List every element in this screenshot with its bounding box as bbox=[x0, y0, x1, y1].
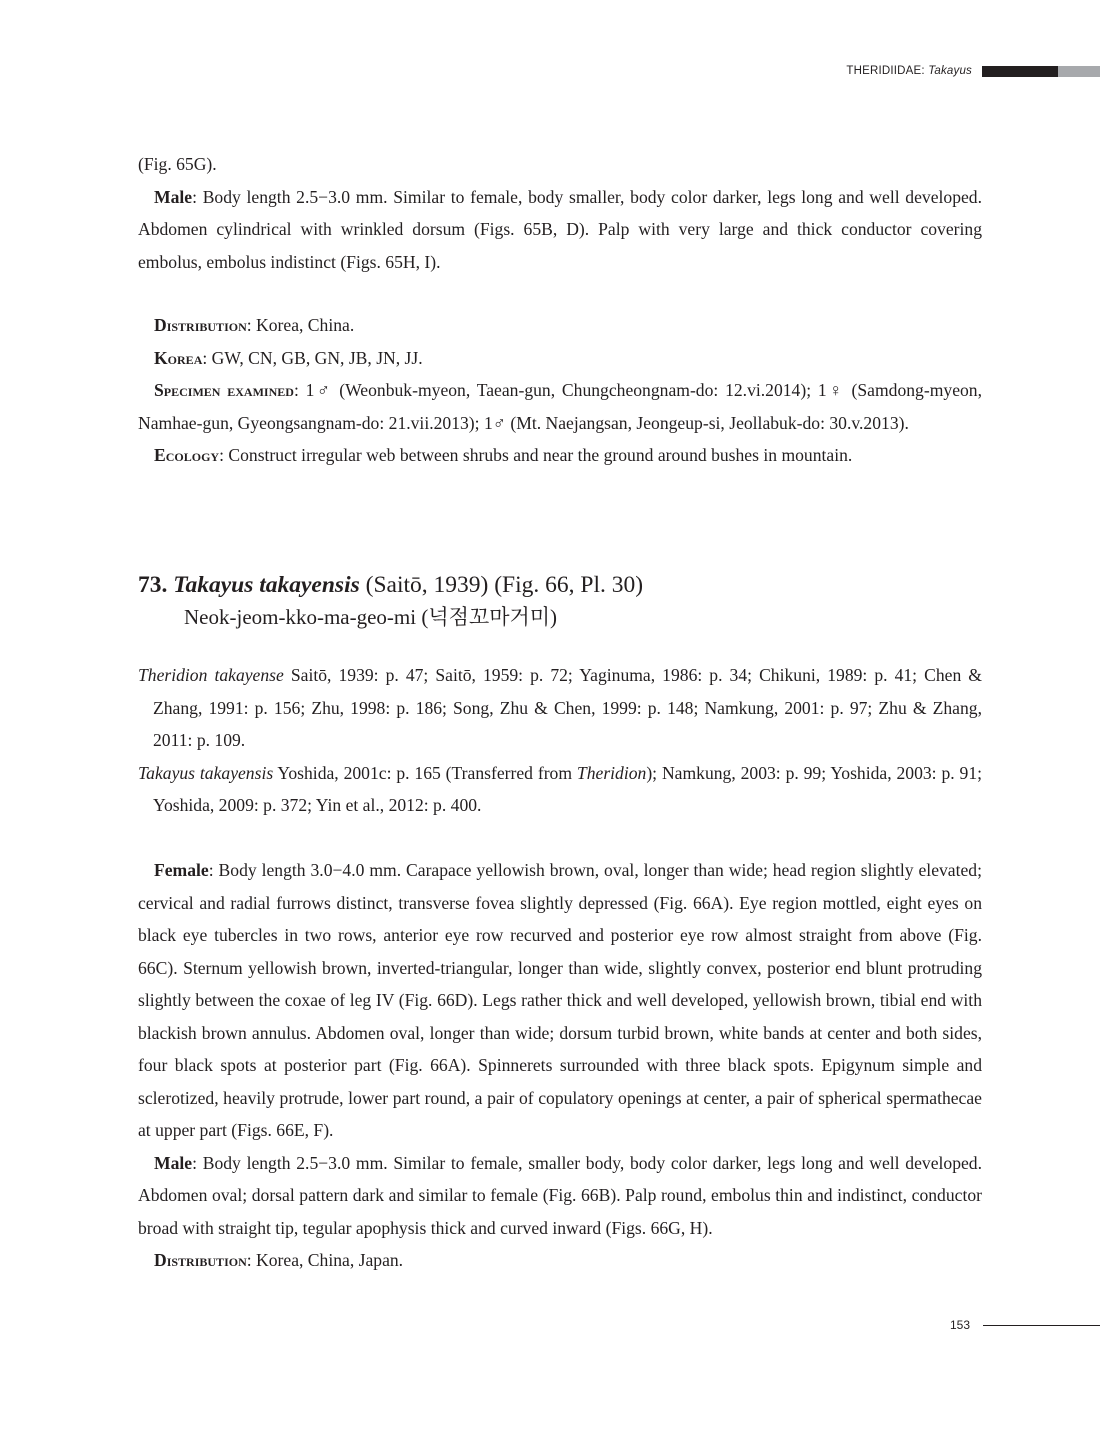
korea-label: Korea bbox=[154, 347, 203, 368]
ecology-paragraph bbox=[138, 439, 982, 472]
species-title bbox=[138, 568, 982, 602]
male-label: Male bbox=[154, 186, 193, 207]
running-head-bar-light bbox=[1058, 66, 1100, 77]
species-common-name: Neok-jeom-kko-ma-geo-mi (넉점꼬마거미) bbox=[184, 605, 558, 629]
female-label: Female bbox=[154, 860, 209, 880]
korea-paragraph bbox=[138, 342, 982, 375]
male-paragraph bbox=[138, 181, 982, 279]
running-head-genus: Takayus bbox=[928, 65, 972, 77]
running-head bbox=[846, 64, 1100, 78]
synonym-name: Theridion takayense bbox=[138, 665, 284, 685]
synonym-genus-ref: Theridion bbox=[576, 762, 647, 783]
synonym-refs: Saitō, 1939: p. 47; Saitō, 1959: p. 72; Yaginuma, 1986: p. 34; Chikuni, 1989: p. 41; Chen & Zhang, 1991: p. 156; Zhu, 1998: p. 186; Song, Zhu & Chen, 1999: p. 148; Namkung, 2001: p. 97; Zhu & Zhang, 2011: p. 109. bbox=[153, 665, 982, 750]
species-description bbox=[138, 854, 982, 1277]
distribution-paragraph bbox=[138, 1244, 982, 1277]
synonymy-entry bbox=[138, 659, 982, 757]
synonym-name: Takayus takayensis bbox=[138, 762, 274, 783]
male-paragraph bbox=[138, 1147, 982, 1245]
synonymy-entry bbox=[138, 757, 982, 822]
page-footer bbox=[950, 1318, 1100, 1332]
synonym-refs-b: ); Namkung, 2003: p. 99; Yoshida, 2003: p. 91; Yoshida, 2009: p. 372; Yin et al., 2012: p. 400. bbox=[153, 762, 982, 815]
species-authority: (Saitō, 1939) (Fig. 66, Pl. 30) bbox=[359, 572, 644, 598]
species-heading bbox=[138, 568, 982, 632]
ecology-label: Ecology bbox=[154, 445, 220, 465]
male-text: : Body length 2.5−3.0 mm. Similar to female, smaller body, body color darker, legs long and well developed. Abdomen oval; dorsal pattern dark and similar to female (Fig. 66B). Palp round, embolus thin and indistinct, conductor broad with straight tip, tegular apophysis thick and curved inward (Figs. 66G, H). bbox=[138, 1152, 982, 1238]
distribution-paragraph bbox=[138, 309, 982, 342]
specimen-text: : 1♂ (Weonbuk-myeon, Taean-gun, Chungcheongnam-do: 12.vi.2014); 1♀ (Samdong-myeon, Namhae-gun, Gyeongsangnam-do: 21.vii.2013); 1♂ (Mt. Naejangsan, Jeongeup-si, Jeollabuk-do: 30.v.2013). bbox=[138, 380, 982, 433]
korea-text: : GW, CN, GB, GN, JB, JN, JJ. bbox=[202, 347, 423, 368]
male-text: : Body length 2.5−3.0 mm. Similar to female, body smaller, body color darker, legs long and well developed. Abdomen cylindrical with wrinkled dorsum (Figs. 65B, D). Palp with very large and thick conductor covering embolus, embolus indistinct (Figs. 65H, I). bbox=[138, 186, 982, 272]
specimen-paragraph bbox=[138, 374, 982, 439]
male-label: Male bbox=[154, 1152, 193, 1173]
running-head-family: THERIDIIDAE: bbox=[846, 65, 925, 77]
running-head-text bbox=[846, 65, 972, 77]
species-number: 73. bbox=[138, 572, 168, 598]
distribution-label: Distribution bbox=[154, 315, 247, 335]
distribution-text: : Korea, China, Japan. bbox=[246, 1250, 404, 1270]
page-number: 153 bbox=[949, 1318, 970, 1332]
distribution-text: : Korea, China. bbox=[246, 315, 355, 335]
synonymy-list bbox=[138, 659, 982, 822]
distribution-label: Distribution bbox=[154, 1250, 247, 1270]
species-name: Takayus takayensis bbox=[173, 572, 360, 598]
previous-species-records bbox=[138, 309, 982, 472]
footer-rule bbox=[983, 1325, 1100, 1326]
figure-continuation: (Fig. 65G). bbox=[138, 154, 217, 174]
synonym-refs-a: Yoshida, 2001c: p. 165 (Transferred from bbox=[273, 762, 577, 783]
female-text: : Body length 3.0−4.0 mm. Carapace yellowish brown, oval, longer than wide; head region slightly elevated; cervical and radial furrows distinct, transverse fovea slightly depressed (Fig. 66A). Eye region mottled, eight eyes on black eye tubercles in two rows, anterior eye row recurved and posterior eye row almost straight from above (Fig. 66C). Sternum yellowish brown, inverted-triangular, longer than wide, slightly convex, posterior end blunt protruding slightly between the coxae of leg IV (Fig. 66D). Legs rather thick and well developed, yellowish brown, tibial end with blackish brown annulus. Abdomen oval, longer than wide; dorsum turbid brown, white bands at center and both sides, four black spots at posterior part (Fig. 66A). Spinnerets surrounded with three black spots. Epigynum simple and sclerotized, heavily protrude, lower part round, a pair of copulatory openings at center, a pair of spherical spermathecae at upper part (Figs. 66E, F). bbox=[138, 860, 982, 1140]
ecology-text: : Construct irregular web between shrubs and near the ground around bushes in mountain. bbox=[219, 445, 853, 465]
previous-species-male bbox=[138, 148, 982, 278]
specimen-label: Specimen examined bbox=[154, 380, 294, 400]
running-head-bar-dark bbox=[982, 66, 1058, 77]
female-paragraph bbox=[138, 854, 982, 1147]
